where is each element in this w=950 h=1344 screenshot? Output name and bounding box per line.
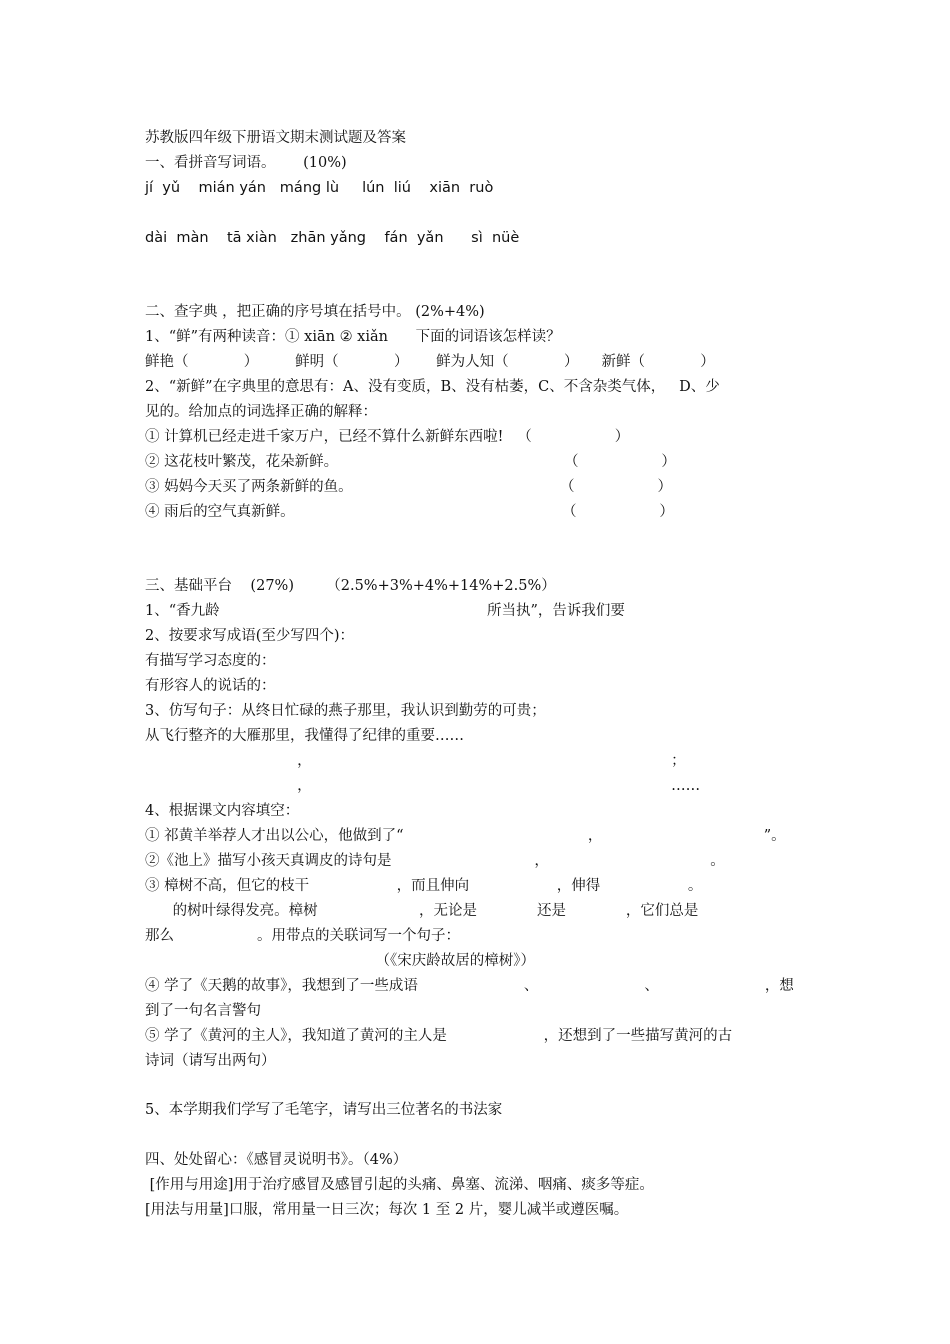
pinyin-row-2: dài màn tā xiàn zhān yǎng fán yǎn sì nüè bbox=[145, 230, 520, 246]
s2-question-2-item-a: ① 计算机已经走进千家万户，已经不算什么新鲜东西啦! （ ） bbox=[145, 429, 630, 445]
s3-question-3-b: 从飞行整齐的大雁那里，我懂得了纪律的重要…… bbox=[145, 728, 464, 744]
s3-question-4-1: ① 祁黄羊举荐人才出以公心，他做到了“ ， ”。 bbox=[145, 828, 786, 844]
s4-usage: [作用与用途]用于治疗感冒及感冒引起的头痛、鼻塞、流涕、咽痛、痰多等症。 bbox=[145, 1177, 654, 1193]
s3-question-3: 3、仿写句子：从终日忙碌的燕子那里，我认识到勤劳的可贵； bbox=[145, 703, 546, 719]
s3-question-4-3-line-2: 的树叶绿得发亮。樟树 ，无论是 还是 ，它们总是 bbox=[145, 903, 699, 919]
document-title: 苏教版四年级下册语文期末测试题及答案 bbox=[145, 130, 406, 146]
s3-question-5: 5、本学期我们学写了毛笔字，请写出三位著名的书法家 bbox=[145, 1102, 503, 1118]
s2-question-1-items: 鲜艳（ ） 鲜明（ ） 鲜为人知（ ） 新鲜（ ） bbox=[145, 354, 715, 370]
s2-question-1: 1、“鲜”有两种读音：① xiān ② xiǎn 下面的词语该怎样读？ bbox=[145, 329, 561, 345]
s3-question-4: 4、根据课文内容填空： bbox=[145, 803, 300, 819]
s3-question-2: 2、按要求写成语(至少写四个)： bbox=[145, 628, 355, 644]
s3-question-4-3-line-3: 那么 。用带点的关联词写一个句子： bbox=[145, 928, 460, 944]
s4-dosage: [用法与用量]口服，常用量一日三次；每次 1 至 2 片，婴儿减半或遵医嘱。 bbox=[145, 1202, 629, 1218]
s3-question-4-3-line-1: ③ 樟树不高，但它的枝干 ，而且伸向 ，伸得 。 bbox=[145, 878, 703, 894]
pinyin-row-1: jí yǔ mián yán máng lù lún liú xiān ruò bbox=[145, 180, 494, 196]
s3-question-4-5-line-2: 诗词（请写出两句） bbox=[145, 1053, 276, 1069]
s3-question-3-blank-1: ， ； bbox=[145, 753, 686, 769]
s2-question-2-line-2: 见的。给加点的词选择正确的解释： bbox=[145, 404, 377, 420]
s3-question-3-blank-2: ， …… bbox=[145, 778, 701, 794]
s2-question-2-item-d: ④ 雨后的空气真新鲜。 （ ） bbox=[145, 504, 674, 520]
s3-question-4-5-line-1: ⑤ 学了《黄河的主人》，我知道了黄河的主人是 ，还想到了一些描写黄河的古 bbox=[145, 1028, 733, 1044]
s3-question-4-2: ②《池上》描写小孩天真调皮的诗句是 ， 。 bbox=[145, 853, 725, 869]
s2-question-2-item-c: ③ 妈妈今天买了两条新鲜的鱼。 （ ） bbox=[145, 479, 672, 495]
section-2-heading: 二、查字典 ，把正确的序号填在括号中。 (2%+4%) bbox=[145, 304, 485, 320]
section-3-heading: 三、基础平台 (27%) （2.5%+3%+4%+14%+2.5%） bbox=[145, 578, 556, 594]
section-4-heading: 四、处处留心：《感冒灵说明书》。（4%） bbox=[145, 1152, 408, 1168]
s3-question-1: 1、“香九龄 所当执”，告诉我们要 bbox=[145, 603, 625, 619]
s2-question-2-item-b: ② 这花枝叶繁茂，花朵新鲜。 （ ） bbox=[145, 454, 676, 470]
s3-question-4-4-line-1: ④ 学了《天鹅的故事》，我想到了一些成语 、 、 ，想 bbox=[145, 978, 794, 994]
s3-question-2-b: 有形容人的说话的： bbox=[145, 678, 276, 694]
s3-question-2-a: 有描写学习态度的： bbox=[145, 653, 276, 669]
s3-question-4-3-source: （《宋庆龄故居的樟树》） bbox=[145, 953, 535, 969]
s3-question-4-4-line-2: 到了一句名言警句 bbox=[145, 1003, 261, 1019]
section-1-heading: 一、看拼音写词语。 (10%) bbox=[145, 155, 347, 171]
s2-question-2-line-1: 2、“新鲜”在字典里的意思有：A、没有变质，B、没有枯萎，C、不含杂类气体， D、少 bbox=[145, 379, 720, 395]
